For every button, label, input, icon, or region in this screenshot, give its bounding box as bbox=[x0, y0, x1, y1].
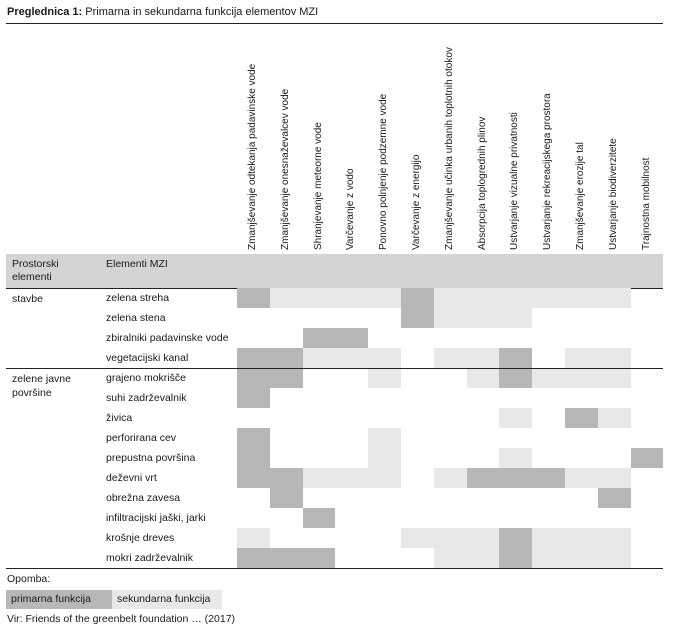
header-col1-line2: elementi bbox=[12, 271, 52, 283]
primary-cell bbox=[237, 468, 270, 488]
element-label: zelena stena bbox=[106, 312, 166, 324]
note-label: Opomba: bbox=[7, 573, 51, 585]
header-band bbox=[6, 254, 663, 288]
primary-cell bbox=[237, 548, 270, 568]
primary-cell bbox=[303, 548, 335, 568]
secondary-cell bbox=[598, 528, 631, 548]
element-label: prepustna površina bbox=[106, 452, 196, 464]
category-stavbe bbox=[12, 292, 43, 306]
secondary-cell bbox=[467, 548, 499, 568]
secondary-cell bbox=[303, 468, 335, 488]
header-col1 bbox=[12, 258, 59, 284]
primary-cell bbox=[237, 288, 270, 308]
secondary-cell bbox=[467, 288, 499, 308]
secondary-cell bbox=[598, 368, 631, 388]
secondary-cell bbox=[335, 348, 368, 368]
secondary-cell bbox=[565, 528, 598, 548]
primary-cell bbox=[303, 508, 335, 528]
secondary-cell bbox=[401, 528, 434, 548]
primary-cell bbox=[270, 548, 303, 568]
column-header: Ustvarjanje vizualne privatnosti bbox=[509, 112, 521, 250]
primary-cell bbox=[401, 288, 434, 308]
secondary-cell bbox=[335, 468, 368, 488]
element-label: perforirana cev bbox=[106, 432, 177, 444]
secondary-cell bbox=[270, 288, 303, 308]
category-zelene-line2: površine bbox=[12, 387, 52, 399]
primary-cell bbox=[401, 308, 434, 328]
element-label: krošnje dreves bbox=[106, 532, 175, 544]
element-label: grajeno mokrišče bbox=[106, 372, 186, 384]
category-zelene-povrsine bbox=[12, 372, 71, 400]
table-title-text: Primarna in sekundarna funkcija elementov MZI bbox=[82, 6, 319, 18]
primary-cell bbox=[270, 468, 303, 488]
primary-cell bbox=[598, 488, 631, 508]
secondary-cell bbox=[434, 528, 467, 548]
secondary-cell bbox=[565, 288, 598, 308]
secondary-cell bbox=[565, 548, 598, 568]
primary-cell bbox=[237, 368, 270, 388]
secondary-cell bbox=[467, 308, 499, 328]
secondary-cell bbox=[598, 348, 631, 368]
legend-primary: primarna funkcija bbox=[6, 590, 112, 609]
legend-secondary: sekundarna funkcija bbox=[112, 590, 222, 609]
column-header: Trajnostna mobilnost bbox=[640, 157, 652, 250]
primary-cell bbox=[467, 468, 499, 488]
secondary-cell bbox=[434, 348, 467, 368]
category-zelene-line1: zelene javne bbox=[12, 373, 71, 385]
secondary-cell bbox=[467, 348, 499, 368]
primary-cell bbox=[237, 448, 270, 468]
column-header: Zmanjševanje odtekanja padavinske vode bbox=[247, 63, 258, 250]
header-col2: Elementi MZI bbox=[106, 258, 168, 270]
secondary-cell bbox=[565, 468, 598, 488]
secondary-cell bbox=[532, 288, 565, 308]
table-title bbox=[7, 6, 318, 18]
primary-cell bbox=[499, 528, 532, 548]
primary-cell bbox=[335, 328, 368, 348]
secondary-cell bbox=[532, 368, 565, 388]
secondary-cell bbox=[434, 288, 467, 308]
primary-cell bbox=[237, 428, 270, 448]
secondary-cell bbox=[368, 428, 401, 448]
secondary-cell bbox=[532, 528, 565, 548]
secondary-cell bbox=[335, 288, 368, 308]
secondary-cell bbox=[368, 448, 401, 468]
header-col1-line1: Prostorski bbox=[12, 258, 59, 270]
primary-cell bbox=[270, 368, 303, 388]
primary-cell bbox=[631, 448, 663, 468]
secondary-cell bbox=[368, 288, 401, 308]
primary-cell bbox=[499, 368, 532, 388]
primary-cell bbox=[532, 468, 565, 488]
column-header: Varčevanje z vodo bbox=[345, 168, 357, 250]
element-label: mokri zadrževalnik bbox=[106, 552, 193, 564]
column-header: Zmanjševanje učinka urbanih toplotnih otokov bbox=[443, 47, 455, 250]
column-header: Ustvarjanje rekreacijskega prostora bbox=[542, 93, 554, 250]
secondary-cell bbox=[303, 288, 335, 308]
secondary-cell bbox=[598, 288, 631, 308]
secondary-cell bbox=[598, 408, 631, 428]
secondary-cell bbox=[467, 528, 499, 548]
column-header: Zmanjševanje onesnaževalcev vode bbox=[279, 88, 291, 250]
group-rule bbox=[6, 368, 663, 369]
element-label: deževni vrt bbox=[106, 472, 157, 484]
category-stavbe-line1: stavbe bbox=[12, 293, 43, 305]
column-header: Ustvarjanje biodiverzitete bbox=[607, 138, 619, 250]
table-title-number: Preglednica 1: bbox=[7, 6, 83, 18]
element-label: zbiralniki padavinske vode bbox=[106, 332, 229, 344]
primary-cell bbox=[565, 408, 598, 428]
element-label: živica bbox=[106, 412, 133, 424]
primary-cell bbox=[303, 328, 335, 348]
secondary-cell bbox=[368, 348, 401, 368]
secondary-cell bbox=[499, 408, 532, 428]
secondary-cell bbox=[237, 528, 270, 548]
primary-cell bbox=[237, 388, 270, 408]
secondary-cell bbox=[499, 308, 532, 328]
secondary-cell bbox=[467, 368, 499, 388]
secondary-cell bbox=[434, 308, 467, 328]
secondary-cell bbox=[434, 548, 467, 568]
top-rule bbox=[6, 23, 663, 24]
primary-cell bbox=[499, 548, 532, 568]
secondary-cell bbox=[565, 348, 598, 368]
secondary-cell bbox=[434, 468, 467, 488]
primary-cell bbox=[270, 488, 303, 508]
element-label: obrežna zavesa bbox=[106, 492, 181, 504]
column-header: Absorpcija toplogrednih plinov bbox=[476, 116, 488, 250]
source-note: Vir: Friends of the greenbelt foundation … (2017) bbox=[7, 613, 236, 625]
primary-cell bbox=[237, 348, 270, 368]
secondary-cell bbox=[303, 348, 335, 368]
secondary-cell bbox=[598, 468, 631, 488]
column-header: Zmanjševanje erozije tal bbox=[575, 142, 586, 250]
secondary-cell bbox=[598, 548, 631, 568]
secondary-cell bbox=[565, 368, 598, 388]
column-header: Shranjevanje meteorne vode bbox=[312, 122, 324, 250]
primary-cell bbox=[270, 348, 303, 368]
secondary-cell bbox=[499, 288, 532, 308]
column-header: Ponovno polnjenje podzemne vode bbox=[378, 93, 390, 250]
element-label: vegetacijski kanal bbox=[106, 352, 189, 364]
secondary-cell bbox=[532, 548, 565, 568]
primary-cell bbox=[499, 348, 532, 368]
element-label: suhi zadrževalnik bbox=[106, 392, 187, 404]
element-label: infiltracijski jaški, jarki bbox=[106, 512, 206, 524]
secondary-cell bbox=[368, 368, 401, 388]
secondary-cell bbox=[499, 448, 532, 468]
column-header: Varčevanje z energijo bbox=[411, 154, 422, 250]
element-label: zelena streha bbox=[106, 292, 170, 304]
bottom-rule bbox=[6, 568, 663, 569]
primary-cell bbox=[499, 468, 532, 488]
secondary-cell bbox=[368, 468, 401, 488]
